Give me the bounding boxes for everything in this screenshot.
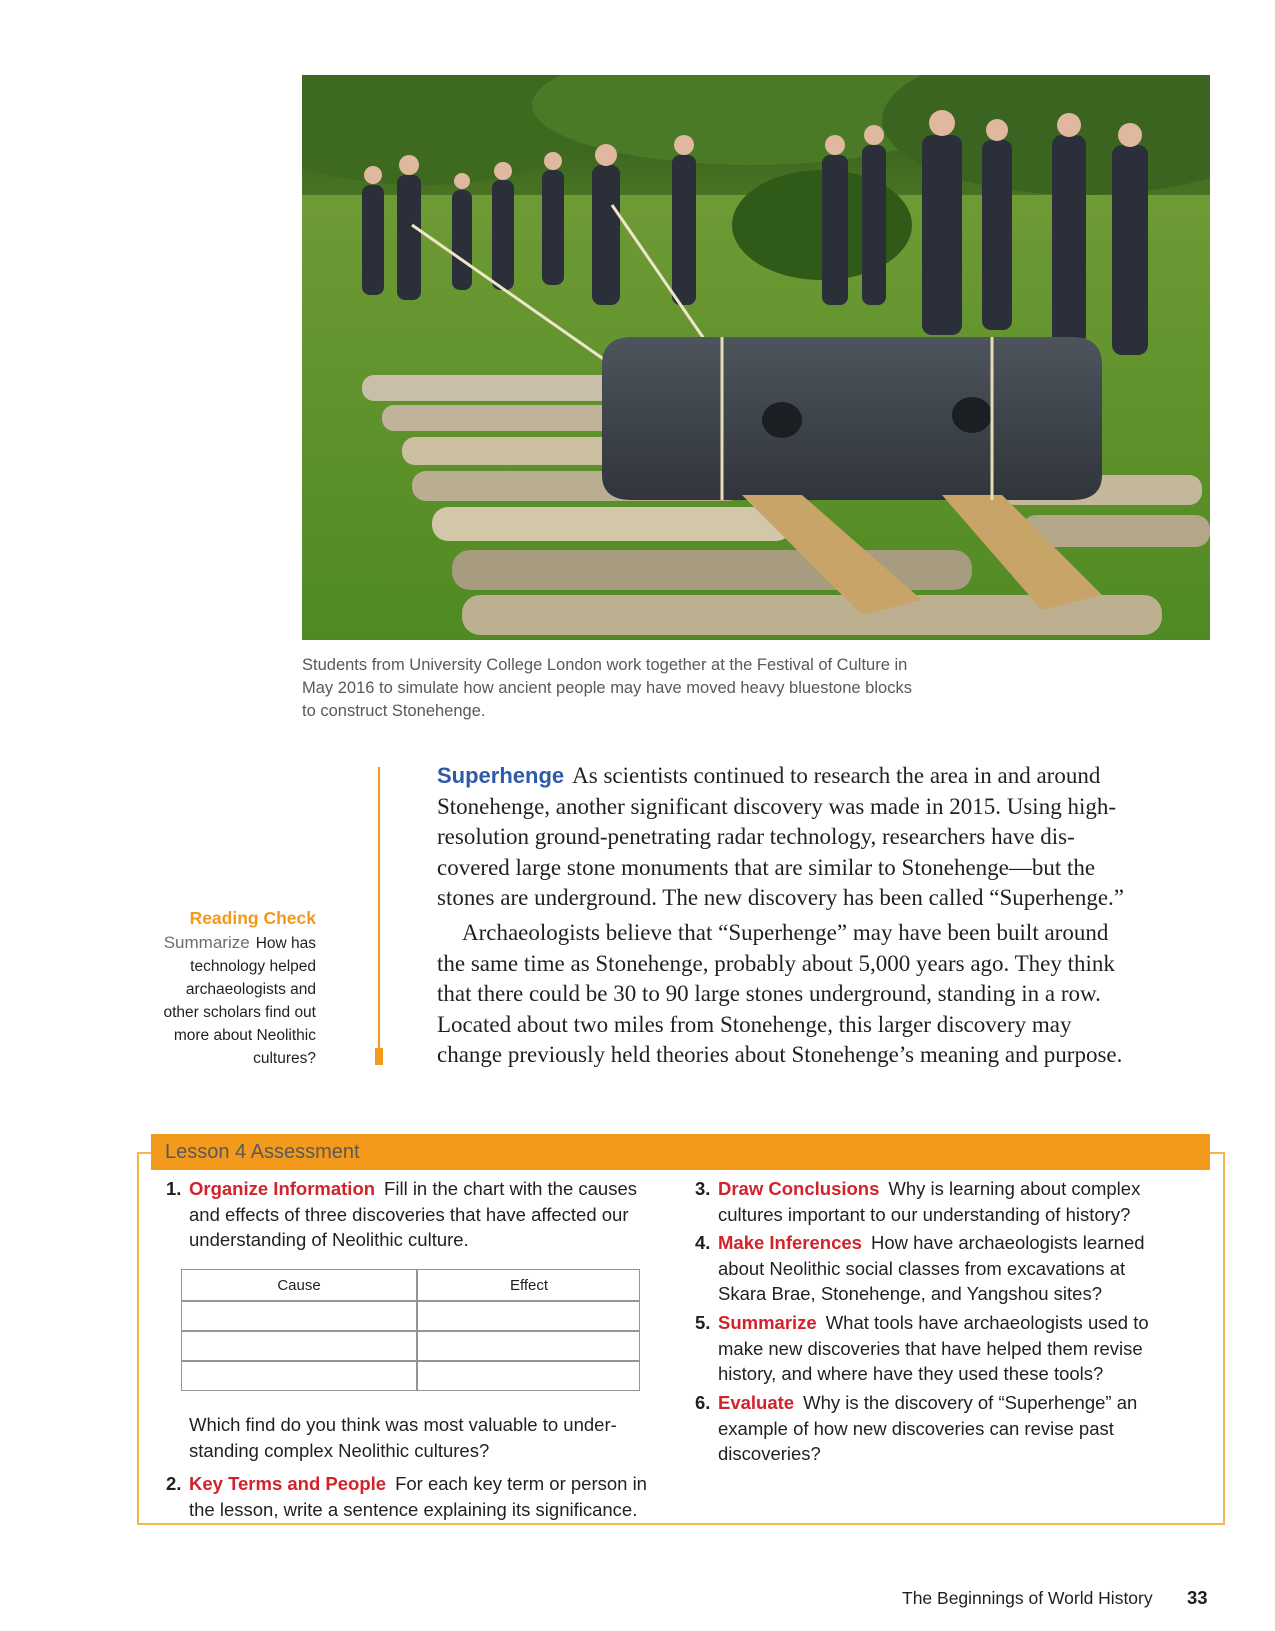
body-line: covered large stone monuments that are similar to Stonehenge—but the — [437, 854, 1096, 880]
question-1 — [166, 1176, 686, 1253]
body-line: Archaeologists believe that “Superhenge” may have been built around — [462, 919, 1109, 945]
question-text: Fill in the chart with the causes — [384, 1178, 637, 1199]
body-line: change previously held theories about Stonehenge’s meaning and purpose. — [437, 1042, 1123, 1068]
superhenge-headword: Superhenge — [437, 763, 565, 788]
question-6 — [695, 1390, 1205, 1467]
question-line — [695, 1230, 1205, 1256]
table-row-divider — [182, 1330, 639, 1332]
question-line: discoveries? — [718, 1443, 821, 1464]
question-text: Why is the discovery of “Superhenge” an — [803, 1392, 1138, 1413]
question-line — [695, 1176, 1205, 1202]
assessment-title: Lesson 4 Assessment — [165, 1141, 360, 1163]
question-line: example of how new discoveries can revise past — [718, 1417, 1114, 1439]
reading-check-line: more about Neolithic — [173, 1027, 316, 1044]
question-skill: Draw Conclusions — [718, 1178, 880, 1199]
table-row-divider — [182, 1300, 639, 1302]
reading-check-text: How has — [255, 935, 316, 952]
reading-check-rule — [378, 767, 380, 1053]
question-line: about Neolithic social classes from excavations at — [718, 1257, 1126, 1279]
question-4 — [695, 1230, 1205, 1307]
question-number: 5. — [695, 1312, 711, 1333]
question-number: 4. — [695, 1232, 711, 1253]
question-line: Skara Brae, Stonehenge, and Yangshou sites? — [718, 1283, 1102, 1304]
body-line: the same time as Stonehenge, probably about 5,000 years ago. They think — [437, 950, 1115, 976]
reading-check — [140, 905, 316, 1070]
reading-check-line: other scholars find out — [163, 1004, 316, 1021]
question-5 — [695, 1310, 1205, 1387]
question-2 — [166, 1471, 686, 1522]
question-line — [695, 1310, 1205, 1336]
question-line: cultures important to our understanding of history? — [718, 1203, 1131, 1225]
assessment-header-bar — [151, 1134, 1210, 1170]
caption-line: Students from University College London work together at the Festival of Culture in — [302, 656, 908, 674]
body-text — [437, 761, 1217, 1071]
question-skill: Key Terms and People — [189, 1473, 387, 1494]
table-header-cause: Cause — [277, 1277, 321, 1294]
caption-line: May 2016 to simulate how ancient people may have moved heavy bluestone blocks — [302, 679, 912, 697]
question-line — [166, 1471, 686, 1497]
caption-line: to construct Stonehenge. — [302, 702, 486, 720]
body-line: stones are underground. The new discovery has been called “Superhenge.” — [437, 885, 1124, 911]
body-line: that there could be 30 to 90 large stones underground, standing in a row. — [437, 981, 1101, 1007]
question-line — [166, 1176, 686, 1202]
question-line: make new discoveries that have helped them revise — [718, 1337, 1143, 1359]
body-line: Stonehenge, another significant discovery was made in 2015. Using high- — [437, 793, 1116, 819]
table-header-effect: Effect — [509, 1277, 549, 1294]
question-line: understanding of Neolithic culture. — [189, 1229, 469, 1250]
question-skill: Summarize — [718, 1312, 817, 1333]
reading-check-line: technology helped — [190, 958, 316, 975]
question-text: How have archaeologists learned — [870, 1232, 1145, 1253]
body-line: Located about two miles from Stonehenge, this larger discovery may — [437, 1011, 1072, 1037]
question-number: 3. — [695, 1178, 711, 1199]
question-skill: Make Inferences — [718, 1232, 862, 1253]
question-line: and effects of three discoveries that have affected our — [189, 1203, 629, 1225]
question-text: Why is learning about complex — [888, 1178, 1141, 1199]
question-1-followup — [166, 1412, 686, 1463]
question-3 — [695, 1176, 1205, 1227]
question-number: 1. — [166, 1178, 182, 1199]
question-text: For each key term or person in — [395, 1473, 647, 1494]
question-skill: Organize Information — [189, 1178, 376, 1199]
photo-caption — [302, 654, 982, 723]
question-line: the lesson, write a sentence explaining its significance. — [189, 1498, 638, 1520]
question-line: Which find do you think was most valuable to under- — [189, 1414, 617, 1435]
question-number: 2. — [166, 1473, 182, 1494]
reading-check-line — [140, 931, 316, 955]
reading-check-skill: Summarize — [163, 933, 250, 952]
question-line — [695, 1390, 1205, 1416]
stonehenge-photo — [302, 75, 1210, 640]
photo-illustration — [302, 75, 1210, 640]
body-line — [437, 761, 1217, 792]
page-number: 33 — [1187, 1587, 1208, 1608]
reading-check-title: Reading Check — [189, 908, 316, 928]
table-row-divider — [182, 1360, 639, 1362]
reading-check-line: cultures? — [253, 1050, 316, 1067]
body-line-text: As scientists continued to research the area in and around — [572, 763, 1101, 788]
cause-effect-table — [181, 1269, 640, 1391]
reading-check-rule-end — [375, 1048, 383, 1065]
question-number: 6. — [695, 1392, 711, 1413]
question-text: What tools have archaeologists used to — [825, 1312, 1149, 1333]
question-skill: Evaluate — [718, 1392, 795, 1413]
reading-check-line: archaeologists and — [185, 981, 316, 998]
footer-book-title: The Beginnings of World History — [902, 1588, 1153, 1608]
question-line: standing complex Neolithic cultures? — [189, 1439, 490, 1461]
question-line: history, and where have they used these tools? — [718, 1363, 1104, 1384]
body-line: resolution ground-penetrating radar technology, researchers have dis- — [437, 824, 1075, 850]
